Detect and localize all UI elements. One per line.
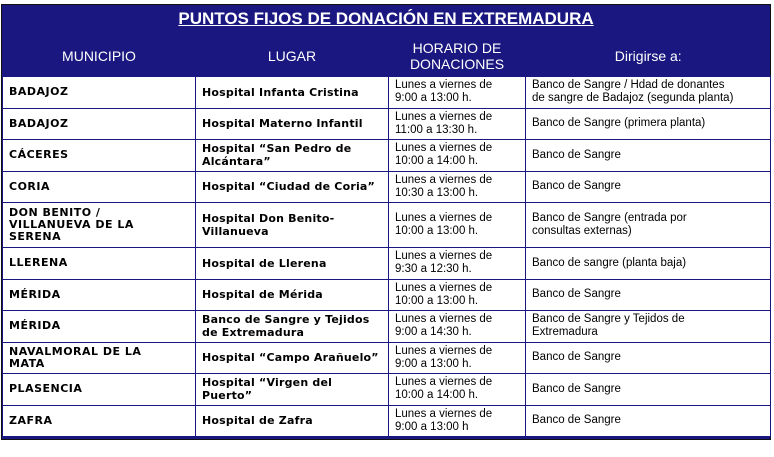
cell-horario-line: Lunes a viernes de (395, 281, 493, 294)
cell-dirigirse (526, 171, 771, 203)
cell-municipio (3, 108, 196, 140)
cell-dirigirse-line: Banco de Sangre y Tejidos de (532, 313, 685, 326)
cell-municipio-line: DON BENITO / (9, 206, 101, 219)
cell-municipio-line: SERENA (9, 230, 62, 243)
cell-dirigirse-line: Banco de Sangre (532, 351, 621, 364)
cell-horario (389, 279, 526, 311)
cell-municipio (3, 140, 196, 172)
cell-horario-line: 10:00 a 13:00 h. (395, 225, 479, 237)
cell-dirigirse-line: Banco de Sangre (532, 148, 621, 161)
cell-dirigirse (526, 311, 771, 343)
cell-lugar-line: Hospital Materno Infantil (202, 117, 363, 131)
cell-dirigirse-line: Banco de Sangre (532, 414, 621, 427)
cell-horario-line: Lunes a viernes de (395, 407, 493, 420)
cell-dirigirse (526, 77, 771, 109)
cell-lugar-line: Hospital de Zafra (202, 414, 313, 428)
cell-dirigirse (526, 279, 771, 311)
cell-municipio-line: BADAJOZ (9, 85, 69, 99)
table-header-row (3, 36, 771, 77)
cell-horario (389, 405, 526, 437)
table-row (3, 108, 771, 140)
cell-lugar (196, 342, 389, 374)
cell-dirigirse-line: consultas externas) (532, 225, 632, 237)
cell-horario-line: 10:00 a 14:00 h. (395, 155, 479, 168)
cell-dirigirse (526, 342, 771, 374)
cell-municipio-line: NAVALMORAL DE LA (9, 344, 142, 358)
table-row (3, 405, 771, 437)
cell-municipio (3, 248, 196, 280)
cell-municipio-line: CÁCERES (9, 148, 69, 162)
cell-municipio-line: CORIA (9, 179, 50, 193)
cell-horario-line: 9:00 a 13:00 h. (395, 357, 472, 370)
cell-horario-line: Lunes a viernes de (395, 344, 493, 357)
cell-municipio (3, 77, 196, 109)
cell-lugar-line: Puerto” (202, 389, 253, 403)
cell-horario (389, 342, 526, 374)
table-row (3, 374, 771, 406)
donation-points-table (2, 36, 771, 437)
cell-municipio-line: MATA (9, 356, 45, 370)
cell-horario-line: 9:00 a 14:30 h. (395, 326, 472, 339)
cell-municipio (3, 171, 196, 203)
cell-dirigirse-line: Extremadura (532, 326, 598, 339)
cell-horario (389, 248, 526, 280)
cell-lugar-line: Hospital de Mérida (202, 288, 323, 302)
cell-lugar-line: Banco de Sangre y Tejidos (202, 313, 370, 327)
table-row (3, 140, 771, 172)
cell-horario-line: Lunes a viernes de (395, 212, 493, 224)
cell-horario-line: 11:00 a 13:30 h. (395, 123, 478, 136)
donation-points-sheet (1, 4, 771, 440)
cell-horario-line: Lunes a viernes de (395, 79, 493, 92)
cell-dirigirse (526, 405, 771, 437)
cell-horario (389, 311, 526, 343)
cell-horario (389, 374, 526, 406)
cell-lugar (196, 405, 389, 437)
table-row (3, 203, 771, 248)
cell-horario (389, 203, 526, 248)
cell-horario (389, 77, 526, 109)
cell-lugar-line: Alcántara” (202, 155, 271, 169)
cell-lugar-line: Hospital Don Benito- (202, 212, 335, 225)
cell-lugar-line: Hospital “Campo Arañuelo” (202, 351, 379, 365)
header-horario-line-2: DONACIONES (409, 56, 505, 72)
table-row (3, 342, 771, 374)
cell-lugar-line: Hospital “San Pedro de (202, 142, 352, 156)
cell-horario-line: 9:30 a 12:30 h. (395, 263, 472, 276)
cell-municipio (3, 203, 196, 248)
cell-lugar-line: de Extremadura (202, 326, 305, 340)
header-horario-line-1: HORARIO DE (412, 40, 502, 56)
table-row (3, 248, 771, 280)
cell-dirigirse-line: Banco de Sangre (532, 382, 621, 395)
cell-dirigirse (526, 248, 771, 280)
cell-municipio-line: LLERENA (9, 256, 68, 270)
cell-municipio (3, 311, 196, 343)
cell-municipio (3, 405, 196, 437)
cell-dirigirse-line: Banco de sangre (planta baja) (532, 256, 687, 269)
cell-municipio (3, 374, 196, 406)
cell-municipio (3, 342, 196, 374)
cell-lugar (196, 203, 389, 248)
page-title: PUNTOS FIJOS DE DONACIÓN EN EXTREMADURA (178, 9, 594, 28)
header-dirigirse: Dirigirse a: (526, 36, 771, 77)
cell-horario-line: Lunes a viernes de (395, 173, 493, 186)
table-body (3, 77, 771, 437)
cell-lugar-line: Villanueva (202, 225, 269, 238)
cell-lugar (196, 108, 389, 140)
cell-dirigirse-line: Banco de Sangre (532, 288, 621, 301)
cell-dirigirse-line: Banco de Sangre / Hdad de donantes (532, 79, 725, 92)
header-lugar: LUGAR (196, 36, 389, 77)
table-row (3, 77, 771, 109)
cell-lugar-line: Hospital “Ciudad de Coria” (202, 180, 375, 194)
cell-municipio-line: ZAFRA (9, 413, 53, 427)
table-row (3, 311, 771, 343)
cell-horario-line: 9:00 a 13:00 h. (395, 92, 472, 105)
cell-dirigirse-line: Banco de Sangre (532, 180, 621, 193)
cell-horario-line: Lunes a viernes de (395, 376, 493, 389)
cell-horario-line: Lunes a viernes de (395, 313, 493, 326)
cell-dirigirse (526, 140, 771, 172)
cell-horario-line: 10:00 a 14:00 h. (395, 389, 479, 402)
cell-horario-line: 10:30 a 13:00 h. (395, 186, 479, 199)
cell-lugar (196, 374, 389, 406)
cell-lugar (196, 171, 389, 203)
header-municipio: MUNICIPIO (3, 36, 196, 77)
cell-dirigirse (526, 108, 771, 140)
cell-dirigirse-line: de sangre de Badajoz (segunda planta) (532, 92, 734, 105)
cell-horario-line: 9:00 a 13:00 h (395, 420, 469, 433)
header-horario (389, 36, 526, 77)
cell-lugar (196, 311, 389, 343)
cell-horario (389, 171, 526, 203)
cell-lugar-line: Hospital “Virgen del (202, 376, 333, 390)
cell-horario (389, 108, 526, 140)
cell-municipio (3, 279, 196, 311)
table-row (3, 279, 771, 311)
cell-lugar (196, 279, 389, 311)
cell-municipio-line: BADAJOZ (9, 116, 69, 130)
cell-dirigirse-line: Banco de Sangre (primera planta) (532, 117, 706, 130)
cell-lugar-line: Hospital de Llerena (202, 256, 327, 270)
cell-municipio-line: MÉRIDA (9, 319, 61, 333)
cell-municipio-line: MÉRIDA (9, 287, 61, 301)
cell-horario (389, 140, 526, 172)
cell-dirigirse-line: Banco de Sangre (entrada por (532, 212, 687, 224)
table-row (3, 171, 771, 203)
cell-lugar (196, 140, 389, 172)
cell-dirigirse (526, 203, 771, 248)
cell-lugar (196, 77, 389, 109)
cell-lugar-line: Hospital Infanta Cristina (202, 85, 359, 99)
cell-horario-line: Lunes a viernes de (395, 250, 493, 263)
cell-horario-line: Lunes a viernes de (395, 142, 493, 155)
cell-municipio-line: VILLANUEVA DE LA (9, 218, 134, 231)
cell-municipio-line: PLASENCIA (9, 382, 83, 396)
cell-horario-line: Lunes a viernes de (395, 110, 493, 123)
cell-horario-line: 10:00 a 13:00 h. (395, 294, 479, 307)
cell-dirigirse (526, 374, 771, 406)
cell-lugar (196, 248, 389, 280)
